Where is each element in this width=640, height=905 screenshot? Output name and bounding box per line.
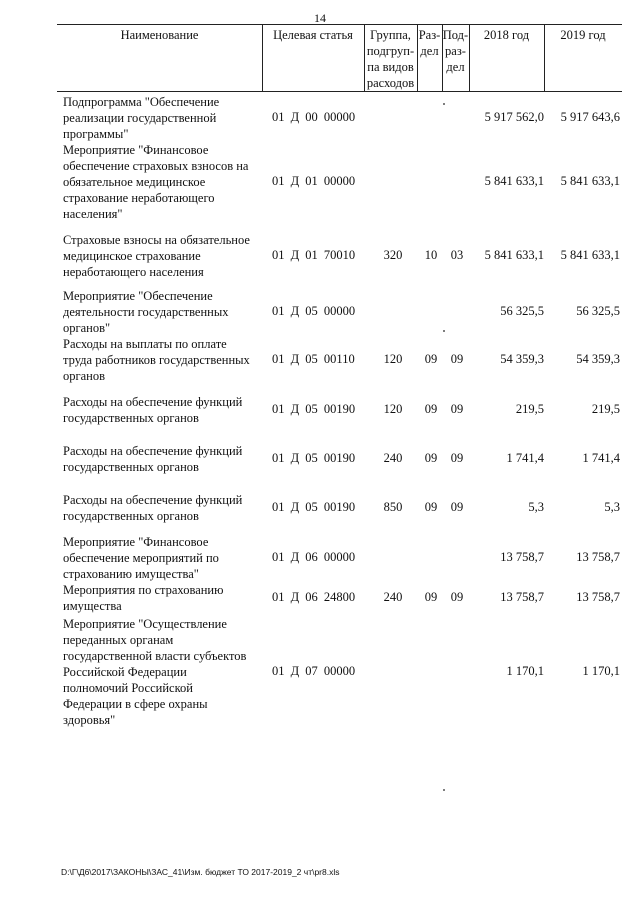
row-name: Подпрограмма "Обеспечение реализации государственной программы" xyxy=(63,95,220,141)
row-name: Расходы на выплаты по оплате труда работников государственных органов xyxy=(63,337,250,383)
row-razdel: 09 xyxy=(424,500,438,514)
row-code: 01 Д 05 00190 xyxy=(272,500,356,514)
row-2018: 5 841 633,1 xyxy=(484,248,544,262)
row-2019: 5 917 643,6 xyxy=(560,110,620,124)
row-name: Расходы на обеспечение функций государственных органов xyxy=(63,444,243,474)
row-name: Мероприятие "Осуществление переданных органам государственной власти субъектов Российской Федерации полномочий Российской Федерации в сфере охраны здоровья" xyxy=(63,617,247,727)
row-2018: 5 841 633,1 xyxy=(484,174,544,188)
row-group: 240 xyxy=(383,451,403,465)
row-2018: 13 758,7 xyxy=(500,550,544,564)
row-group: 120 xyxy=(383,402,403,416)
header-2018: 2018 год xyxy=(483,28,530,42)
row-2019: 5,3 xyxy=(604,500,620,514)
page-number: 14 xyxy=(314,11,326,25)
row-2019: 13 758,7 xyxy=(576,590,620,604)
row-2019: 54 359,3 xyxy=(576,352,620,366)
row-podrazdel: 03 xyxy=(450,248,464,262)
row-name: Расходы на обеспечение функций государственных органов xyxy=(63,493,243,523)
row-name: Мероприятие "Обеспечение деятельности государственных органов" xyxy=(63,289,229,335)
row-2018: 1 170,1 xyxy=(506,664,544,678)
row-razdel: 09 xyxy=(424,402,438,416)
row-2018: 5 917 562,0 xyxy=(484,110,544,124)
header-razdel: Раз- дел xyxy=(418,28,441,58)
row-code: 01 Д 05 00190 xyxy=(272,451,356,465)
row-2018: 5,3 xyxy=(528,500,544,514)
row-name: Мероприятие "Финансовое обеспечение мероприятий по страхованию имущества" xyxy=(63,535,219,581)
row-code: 01 Д 05 00000 xyxy=(272,304,356,318)
row-razdel: 09 xyxy=(424,352,438,366)
row-name: Мероприятие "Финансовое обеспечение страховых взносов на обязательное медицинское страхование неработающего населения" xyxy=(63,143,249,221)
row-name: Страховые взносы на обязательное медицинское страхование неработающего населения xyxy=(63,233,250,279)
row-code: 01 Д 06 24800 xyxy=(272,590,356,604)
row-2019: 5 841 633,1 xyxy=(560,174,620,188)
row-2018: 1 741,4 xyxy=(506,451,544,465)
header-group: Группа, подгруп- па видов расходов xyxy=(366,28,415,90)
header-2019: 2019 год xyxy=(560,28,606,42)
row-razdel: 09 xyxy=(424,451,438,465)
file-path-footer: D:\Г\Д6\2017\ЗАКОНЫ\ЗАС_41\Изм. бюджет ТО 2017-2019_2 чт\pr8.xls xyxy=(61,867,340,877)
row-2018: 219,5 xyxy=(515,402,544,416)
row-group: 320 xyxy=(383,248,403,262)
row-code: 01 Д 05 00110 xyxy=(272,352,355,366)
row-group: 850 xyxy=(383,500,403,514)
row-2018: 13 758,7 xyxy=(500,590,544,604)
row-group: 240 xyxy=(383,590,403,604)
row-2019: 5 841 633,1 xyxy=(560,248,620,262)
row-razdel: 10 xyxy=(424,248,438,262)
row-razdel: 09 xyxy=(424,590,438,604)
row-podrazdel: 09 xyxy=(450,500,464,514)
row-2019: 219,5 xyxy=(591,402,620,416)
row-2019: 56 325,5 xyxy=(576,304,620,318)
row-podrazdel: 09 xyxy=(450,402,464,416)
row-code: 01 Д 00 00000 xyxy=(272,110,356,124)
row-podrazdel: 09 xyxy=(450,590,464,604)
row-code: 01 Д 01 00000 xyxy=(272,174,356,188)
header-name: Наименование xyxy=(120,28,199,42)
row-2018: 56 325,5 xyxy=(500,304,544,318)
row-podrazdel: 09 xyxy=(450,352,464,366)
scan-speck xyxy=(443,330,445,332)
scan-speck xyxy=(443,103,445,105)
row-code: 01 Д 01 70010 xyxy=(272,248,356,262)
row-code: 01 Д 07 00000 xyxy=(272,664,356,678)
row-name: Расходы на обеспечение функций государственных органов xyxy=(63,395,243,425)
row-code: 01 Д 05 00190 xyxy=(272,402,356,416)
header-target: Целевая статья xyxy=(273,28,353,42)
row-group: 120 xyxy=(383,352,403,366)
header-podrazdel: Под- раз- дел xyxy=(442,28,469,74)
table-header xyxy=(57,24,622,92)
row-2018: 54 359,3 xyxy=(500,352,544,366)
row-name: Мероприятия по страхованию имущества xyxy=(63,583,224,613)
row-2019: 13 758,7 xyxy=(576,550,620,564)
row-2019: 1 170,1 xyxy=(582,664,620,678)
row-2019: 1 741,4 xyxy=(582,451,620,465)
scan-speck xyxy=(443,789,445,791)
row-podrazdel: 09 xyxy=(450,451,464,465)
row-code: 01 Д 06 00000 xyxy=(272,550,356,564)
